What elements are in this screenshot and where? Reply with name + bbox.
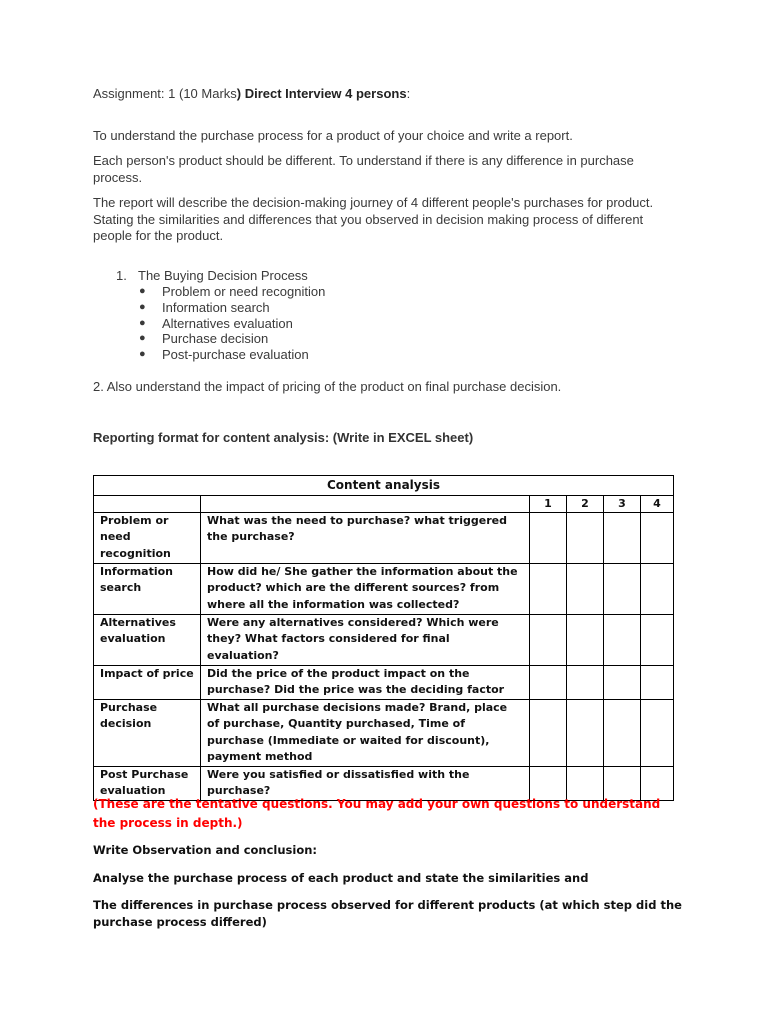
question-cell: How did he/ She gather the information about the product? which are the different sources? from where all the information was collected? (201, 564, 530, 615)
response-cell (530, 513, 567, 564)
response-cell (604, 564, 641, 615)
differences-instruction: The differences in purchase process observed for different products (at which step did the purchase process differed) (93, 898, 682, 929)
column-header-2: 2 (567, 496, 604, 513)
column-header-4: 4 (641, 496, 674, 513)
response-cell (530, 615, 567, 666)
assignment-suffix: : (406, 86, 411, 101)
response-cell (530, 564, 567, 615)
table-row (94, 700, 674, 767)
response-cell (567, 666, 604, 700)
stage-cell: Post Purchase evaluation (94, 767, 201, 801)
question-cell: Were you satisfied or dissatisfied with the purchase? (201, 767, 530, 801)
response-cell (567, 700, 604, 767)
table-header-cell (201, 496, 530, 513)
product-paragraph: Each person's product should be different. To understand if there is any difference in purchase process. (93, 153, 634, 185)
response-cell (530, 666, 567, 700)
assignment-heading (93, 86, 673, 103)
list-item: ● Alternatives evaluation (139, 315, 293, 331)
response-cell (641, 666, 674, 700)
response-cell (641, 700, 674, 767)
response-cell (641, 564, 674, 615)
stage-cell: Purchase decision (94, 700, 201, 767)
bullet-icon: ● (139, 332, 146, 345)
stage-cell: Alternatives evaluation (94, 615, 201, 666)
analyse-instruction: Analyse the purchase process of each product and state the similarities and (93, 871, 589, 885)
response-cell (604, 700, 641, 767)
response-cell (567, 513, 604, 564)
list-item: ● Information search (139, 299, 270, 315)
question-cell: Did the price of the product impact on the purchase? Did the price was the deciding factor (201, 666, 530, 700)
table-row (94, 615, 674, 666)
table-row (94, 666, 674, 700)
observation-heading: Write Observation and conclusion: (93, 843, 318, 857)
response-cell (604, 615, 641, 666)
numbered-list-item (116, 268, 308, 284)
list-title: The Buying Decision Process (138, 268, 308, 283)
bullet-icon: ● (139, 300, 146, 313)
intro-paragraph: To understand the purchase process for a product of your choice and write a report. (93, 128, 573, 143)
question-cell: Were any alternatives considered? Which were they? What factors considered for final evaluation? (201, 615, 530, 666)
column-header-3: 3 (604, 496, 641, 513)
stage-cell: Impact of price (94, 666, 201, 700)
column-header-1: 1 (530, 496, 567, 513)
response-cell (530, 700, 567, 767)
response-cell (604, 666, 641, 700)
content-analysis-table (93, 475, 674, 801)
bullet-icon: ● (139, 285, 146, 297)
table-title: Content analysis (94, 476, 674, 496)
reporting-format-heading: Reporting format for content analysis: (Write in EXCEL sheet) (93, 430, 474, 445)
response-cell (641, 513, 674, 564)
pricing-paragraph: 2. Also understand the impact of pricing of the product on final purchase decision. (93, 379, 562, 394)
response-cell (567, 564, 604, 615)
list-number: 1. (116, 268, 127, 283)
report-paragraph: The report will describe the decision-making journey of 4 different people's purchases for product. Stating the similarities and differences that you observed in decision making process of different people for the product. (93, 195, 654, 243)
assignment-title: ) Direct Interview 4 persons (236, 86, 407, 101)
response-cell (567, 615, 604, 666)
table-row (94, 564, 674, 615)
response-cell (604, 513, 641, 564)
bullet-icon: ● (139, 348, 146, 361)
list-item: ● Purchase decision (139, 331, 269, 347)
bullet-icon: ● (139, 316, 146, 329)
assignment-prefix: Assignment: 1 (10 Marks (93, 86, 237, 101)
bullet-list (139, 284, 325, 363)
table-row (94, 513, 674, 564)
stage-cell: Problem or need recognition (94, 513, 201, 564)
response-cell (641, 615, 674, 666)
table-header-cell (94, 496, 201, 513)
question-cell: What all purchase decisions made? Brand, place of purchase, Quantity purchased, Time of purchase (Immediate or waited for discount), payment method (201, 700, 530, 767)
stage-cell: Information search (94, 564, 201, 615)
question-cell: What was the need to purchase? what triggered the purchase? (201, 513, 530, 564)
tentative-note: (These are the tentative questions. You may add your own questions to understand the process in depth.) (93, 797, 661, 830)
list-item: ● Problem or need recognition (139, 284, 326, 299)
list-item: ● Post-purchase evaluation (139, 347, 309, 363)
